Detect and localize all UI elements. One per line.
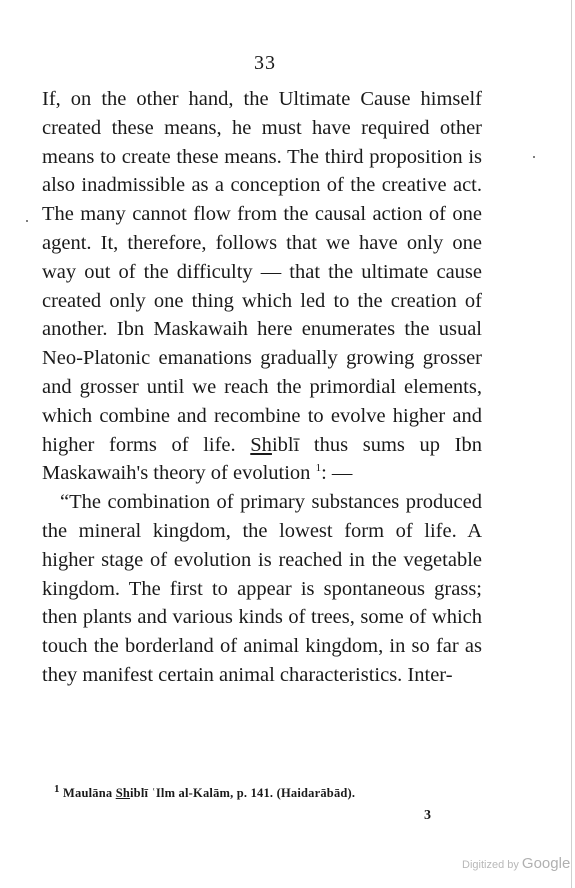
page-number: 33	[254, 52, 276, 74]
stray-ink-mark	[533, 156, 535, 158]
name-rest: iblī	[271, 433, 300, 456]
footnote-text-before: Maulāna	[59, 786, 116, 800]
footnote-marker: 1	[54, 782, 60, 795]
paragraph-2: “The combination of primary substances produced the mineral kingdom, the lowest form of life. A higher stage of evolution is reached in the vegetable kingdom. The first to appear is spontaneous grass; then plants and various kinds of trees, some of which touch the borderland of animal kingdom, in so far as they manifest certain animal characteristics. Inter-	[42, 491, 482, 686]
paragraph-1-text-after: thus sums up Ibn Maskawaih's theory of evolution	[42, 433, 482, 485]
footnote-underlined: Sh	[115, 786, 130, 800]
page-edge	[571, 0, 572, 888]
name-underlined: Sh	[250, 433, 272, 456]
watermark-brand: Google	[521, 855, 571, 872]
watermark	[462, 855, 570, 872]
paragraph-1-text: If, on the other hand, the Ultimate Cause himself created these means, he must have required other means to create these means. The third proposition is also inadmissible as a conception of the creative act. The many cannot flow from the causal action of one agent. It, therefore, follows that we have only one way out of the difficulty — that the ultimate cause created only one thing which led to the creation of another. Ibn Maskawaih here enumerates the usual Neo-Platonic emanations gradually growing grosser and grosser until we reach the primordial elements, which combine and recombine to evolve higher and higher forms of life.	[42, 88, 482, 456]
watermark-prefix: Digitized by	[462, 859, 522, 871]
paragraph-1-ending: : —	[321, 462, 353, 485]
footnote-text-after: iblī ʿIlm al-Kalām, p. 141. (Haidarābād).	[130, 786, 356, 800]
body-text	[42, 85, 482, 690]
stray-ink-mark	[26, 220, 28, 222]
footnote-reference[interactable]: 1	[315, 462, 322, 475]
footnote	[54, 782, 494, 801]
paragraph-1	[42, 85, 482, 488]
signature-mark: 3	[424, 808, 431, 823]
